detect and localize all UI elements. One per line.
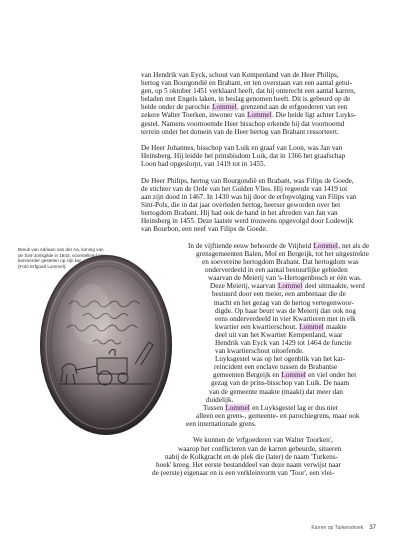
text-line: aan zijn dood in 1467. In 1430 was hij door de erfopvolging van Filips van: [141, 193, 357, 201]
text-line: van kwartierschout uitoefende.: [215, 347, 304, 356]
caption-line: de Sint-Jorisgilde in 1843, voorstellend een: [18, 252, 106, 258]
running-footer-title: Karren op Turkenshoek: [311, 525, 364, 531]
text-line: Loon had opgeslorpt, van 1419 tot in 1455.: [141, 160, 266, 169]
text-line: alleen een grens-, gemeente- en parochiegrens, maar ook: [196, 411, 360, 420]
text-line: macht en het gezag van de hertog vertegenwoor-: [214, 298, 354, 307]
text-line: van Hendrik van Eyck, schout van Kempenland van de Heer Philips,: [141, 71, 339, 79]
highlighted-term: Lommel: [212, 103, 237, 112]
text-line: nabij de Kolkgracht en de plek die (later) de naam 'Turkens-: [165, 452, 339, 461]
text-line: zekere Walter Toerken, inwoner van Lommel. Die heide ligt achter Luyks-: [141, 111, 357, 120]
text-line: Sint-Pols, die in dat jaar overleden hertog, heerser geworden over het: [141, 201, 341, 210]
text-line: Heinsberg. Hij leidde het prinsbisdom Luik, dat in 1366 het graafschap: [141, 152, 346, 161]
text-line: Hendrik van Eyck van 1429 tot 1464 de functie: [215, 338, 352, 347]
text-line: Deze Meierij, waarvan Lommel deel uitmaakte, werd: [210, 282, 365, 291]
text-line: terrein onder het domein van de Heer hertog van Brabant ressorteert.: [141, 127, 339, 136]
text-line: Tussen Lommel en Luyksgestel lag er dus niet: [203, 403, 338, 412]
text-line: waarvan de Meierij van 's-Hertogenbosch er één was.: [208, 274, 362, 283]
text-line: We kunnen de 'erfgoederen van Walter Toorken',: [193, 436, 333, 445]
page-footer: [311, 525, 376, 531]
text-line: waarop het conflicteren van de karren gebeurde, situeren: [178, 444, 342, 453]
page-number: 37: [369, 525, 376, 531]
text-line: digde. Op haar beurt was de Meierij dan ook nog: [215, 306, 356, 315]
text-line: Luyksgestel was op het ogenblik van het kar-: [215, 355, 346, 364]
text-line: kwartier een kwartierschout. Lommel maakte: [215, 322, 347, 331]
text-line: beladen met Engels laken, in beslag genomen heeft. Dit is gebeurd op de: [141, 95, 351, 104]
text-line: gestel. Namens voornoemde Heer bisschop erkende hij dat voornoemd: [141, 119, 345, 128]
text-line: deel uit van het Kwartier Kempenland, waar: [215, 330, 343, 339]
text-line: eens onderverdeeld in vier Kwartieren met in elk: [215, 314, 356, 323]
highlighted-term: Lommel: [277, 282, 303, 291]
caption-line: (Foto Erfgoed Lommel).: [18, 263, 67, 269]
text-line: bestuurd door een meier, een ambtenaar die de: [212, 290, 346, 299]
text-line: hertog van Bourgondië en Brabant, en ten overstaan van een aantal getui-: [141, 79, 353, 88]
text-line: hertogdom Brabant. Hij had ook de hand in het aftreden van Jan van: [141, 209, 338, 218]
text-line: een internationale grens.: [186, 419, 257, 428]
text-line: en soevereine hertogdom Brabant. Dat hertogdom was: [202, 258, 359, 267]
caption-line: karvoerder gesteten op zijn kar: [18, 258, 82, 264]
paragraph: [0, 144, 407, 168]
text-line: onderverdeeld in een aantal bestuurlijke gebieden: [205, 266, 348, 275]
text-line: De Heer Johannes, bisschop van Luik en graaf van Loon, was Jan van: [141, 144, 343, 153]
text-line: De Heer Philips, hertog van Bourgondië en Brabant, was Filips de Goede,: [141, 176, 354, 185]
text-line: duidelijk.: [206, 395, 234, 404]
text-line: heide onder de parochie Lommel, grenzend aan de erfgoederen van een: [141, 103, 348, 112]
highlighted-term: Lommel: [281, 371, 306, 380]
text-line: de stichter van de Orde van het Gulden Vlies. Hij regeerde van 1419 tot: [141, 184, 348, 193]
text-line: reincident een enclave tussen de Brabantse: [214, 363, 338, 372]
highlighted-term: Lommel: [313, 241, 338, 250]
body-text: [0, 71, 407, 485]
paragraph: [0, 242, 407, 428]
text-line: grensgemeenten Balen, Mol en Bergeijk, tot het uitgestrekte: [196, 249, 369, 258]
text-line: gemeenten Bergeijk en Lommel en viel onder het: [213, 371, 357, 380]
text-line: gezag van de prins-bisschop van Luik. De naam: [211, 379, 350, 388]
text-line: van de gemeente maakte (maakt) dat meer dan: [209, 387, 343, 396]
paragraph: [0, 436, 407, 476]
text-line: de (eerste) eigenaar en is een verkleinvorm van 'Toor', een vlei-: [152, 468, 335, 477]
text-line: hoek' kreeg. Het eerste bestanddeel van deze naam verwijst naar: [156, 460, 341, 469]
text-line: van Bourbon, een neef van Filips de Goede.: [141, 225, 268, 234]
caption-line: Breuk van Adriaan van der Aa, koning van: [18, 247, 104, 252]
text-line: gen, op 5 oktober 1451 verklaard heeft, dat hij onterecht een aantal karren,: [141, 87, 356, 96]
highlighted-term: Lommel: [225, 403, 250, 412]
highlighted-term: Lommel: [247, 111, 272, 120]
paragraph: [0, 177, 407, 234]
paragraph: [0, 71, 407, 136]
text-line: In de vijftiende eeuw behoorde de Vrijheid Lommel, net als de: [188, 241, 369, 250]
highlighted-term: Lommel: [299, 322, 324, 331]
text-line: Heinsberg in 1455. Deze laatste werd trouwens opgevolgd door Lodewijk: [141, 217, 354, 226]
